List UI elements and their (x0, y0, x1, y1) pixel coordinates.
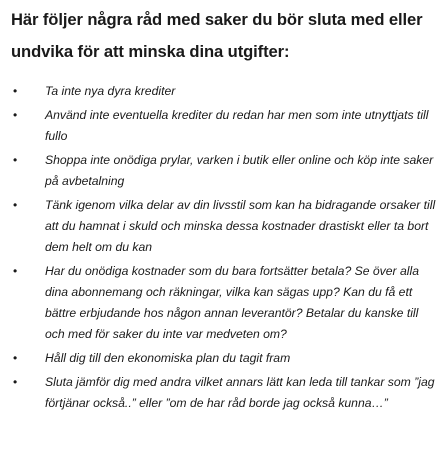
list-item-text: Använd inte eventuella krediter du redan har men som inte utnyttjats till fullo (45, 108, 429, 143)
list-item-text: Sluta jämför dig med andra vilket annars lätt kan leda till tankar som ”jag förtjänar också..” eller ”om de har råd borde jag också kunna…” (45, 375, 435, 410)
list-item-text: Håll dig till den ekonomiska plan du tagit fram (45, 351, 291, 365)
list-item (0, 105, 444, 147)
list-item (0, 81, 444, 102)
list-item-text: Har du onödiga kostnader som du bara fortsätter betala? Se över alla dina abonnemang och räkningar, vilka kan sägas upp? Kan du få ett bättre erbjudande hos någon annan leverantör? Betalar du kanske till och med för saker du inte var medveten om? (45, 264, 419, 341)
bullet-icon: • (13, 375, 18, 389)
bullet-icon: • (13, 351, 18, 365)
list-item (0, 372, 444, 414)
bullet-icon: • (13, 84, 18, 98)
bullet-icon: • (13, 264, 18, 278)
list-item (0, 348, 444, 369)
section-heading: Här följer några råd med saker du bör sluta med eller undvika för att minska dina utgifter: (11, 10, 423, 61)
bullet-icon: • (13, 153, 18, 167)
list-item-text: Tänk igenom vilka delar av din livsstil som kan ha bidragande orsaker till att du hamnat i skuld och minska dessa kostnader drastiskt eller ta bort dem helt om du kan (45, 198, 436, 254)
list-item (0, 195, 444, 258)
bullet-icon: • (13, 198, 18, 212)
bullet-icon: • (13, 108, 18, 122)
list-item-text: Ta inte nya dyra krediter (45, 84, 176, 98)
list-item (0, 150, 444, 192)
advice-list (0, 81, 444, 417)
list-item-text: Shoppa inte onödiga prylar, varken i butik eller online och köp inte saker på avbetalning (45, 153, 434, 188)
list-item (0, 261, 444, 345)
